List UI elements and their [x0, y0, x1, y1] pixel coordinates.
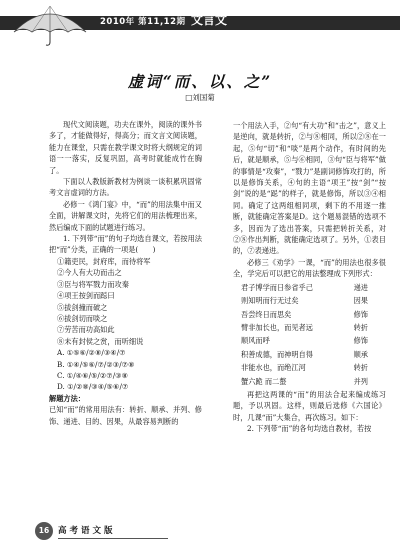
paragraph: C. ①/④⑥/⑤/②⑦/③⑧: [57, 370, 129, 380]
journal-name: 高考语文版: [58, 526, 116, 536]
usage-sentence: 蟹六跪 而二螯: [241, 376, 287, 386]
paragraph: 已知“而”的常用用法有：转折、顺承、并列、修饰、递进、目的、因果，从最容易判断的: [49, 405, 202, 426]
paragraph: D. ①/②⑧/③④/⑤⑥/⑦: [57, 382, 129, 392]
usage-sentence: 顺风而呼: [241, 336, 270, 346]
usage-row: [241, 281, 386, 294]
paragraph: 下面以人教版新教材为例谈一谈积累巩固常考文言虚词的方法。: [49, 177, 202, 198]
paragraph: ⑦劳苦而功高如此: [57, 325, 115, 335]
page-number: 16: [35, 522, 53, 540]
paragraph: ①籍吏民，封府库，而待将军: [57, 256, 151, 266]
page-footer: [0, 519, 400, 541]
umbrella-icon: [10, 2, 90, 46]
usage-sentence: 非能水也，而绝江河: [241, 363, 306, 373]
usage-type: 修饰: [353, 336, 368, 346]
usage-type: 转折: [353, 322, 368, 332]
usage-type: 转折: [353, 363, 368, 373]
usage-type: 因果: [353, 296, 368, 306]
paragraph: 2. 下列带“而”的各句均选自教材，若按: [247, 424, 372, 434]
usage-sentence: 臂非加长也，而见者远: [241, 322, 313, 332]
paragraph: ⑧未有封侯之赏，而听细说: [57, 336, 144, 346]
paragraph: 必修一《鸿门宴》中，“而”的用法集中而又全面，讲解课文时，先将它们的用法梳理出来，然后编成下面的试题进行练习。: [49, 199, 202, 232]
usage-sentence: 君子博学而日参省乎己: [241, 282, 313, 292]
paragraph: ④项王按剑而跽曰: [57, 291, 115, 301]
usage-row: [241, 361, 386, 374]
usage-sentence: 则知明而行无过矣: [241, 296, 299, 306]
paragraph: B. ①④/⑤⑥/⑦/②③/⑦⑧: [57, 359, 135, 369]
page-header: [0, 0, 400, 48]
footer-rule: [58, 538, 168, 539]
paragraph: 一个用法入手，②句“有大功”和“击之”，意义上是逆向，就是转折，②与⑧相同，所以②⑧在一起，⑤句“切”和“啖”是两个动作，有时间的先后，就是顺承，⑤与⑥相同，③句“臣与将军”做的事情是“攻秦”，“戮力”是副词修饰攻打的，所以是修饰关系，④句的主语“项王”按“剑”“按剑”说的是“跽”的样子，就是修饰，所以③④相同。确定了这两组相同项，剩下的不用逐一推断，就能确定答案是D。这个题易混错的选项不多，因而为了选出答案，只需把转折关系，对②⑧作出判断，就能确定选项了。另外，①表目的，⑦表递进。: [233, 121, 386, 256]
section-label: 文言文: [191, 13, 228, 27]
paragraph: A. ①⑤⑥/②⑧/③④/⑦: [57, 348, 126, 358]
paragraph: ⑤拔剑撞而破之: [57, 302, 108, 312]
paragraph: 现代文阅读题，功夫在课外，阅读的课外书多了，才能做得好，得高分；而文言文阅读题，能力在课堂，只需在教学课文时将大纲规定的词语一一落实，反复巩固，高考时就能成竹在胸了。: [49, 120, 202, 175]
usage-type: 并列: [353, 376, 368, 386]
paragraph: ②今人有大功而击之: [57, 268, 122, 278]
usage-sentence: 积善成德，而神明自得: [241, 349, 313, 359]
usage-type: 递进: [353, 282, 368, 292]
usage-type: 修饰: [353, 309, 368, 319]
usage-row: [241, 294, 386, 307]
paragraph: 再把这两课的“而”的用法合起来编成练习题，予以巩固。这样，则最后选修《六国论》时，几课“而”大集合，再次练习。如下：: [233, 389, 386, 422]
usage-type: 顺承: [353, 349, 368, 359]
paragraph: 必修三《劝学》一课，“而”的用法也很多很全，学完后可以把它的用法整理成下列形式：: [233, 257, 386, 279]
paragraph: 解题方法：: [49, 393, 85, 403]
usage-sentence: 吾尝终日而思矣: [241, 309, 292, 319]
paragraph: ⑥拔剑切而啖之: [57, 313, 108, 323]
usage-row: [241, 321, 386, 334]
paragraph: 1. 下列带“而”的句子均选自课文，若按用法把“而”分类，正确的一项是( ): [49, 234, 202, 255]
right-column: [233, 120, 386, 435]
article-title: 虚词“而、以、之”: [127, 72, 273, 91]
paragraph: ③臣与将军戮力而攻秦: [57, 279, 129, 289]
usage-row: [241, 375, 386, 388]
usage-row: [241, 348, 386, 361]
issue-label: 2010年 第11,12期: [100, 17, 186, 27]
usage-row: [241, 334, 386, 347]
article-author: □刘国菊: [185, 93, 215, 102]
usage-row: [241, 308, 386, 321]
usage-table: [233, 280, 386, 389]
left-column: [49, 119, 202, 427]
